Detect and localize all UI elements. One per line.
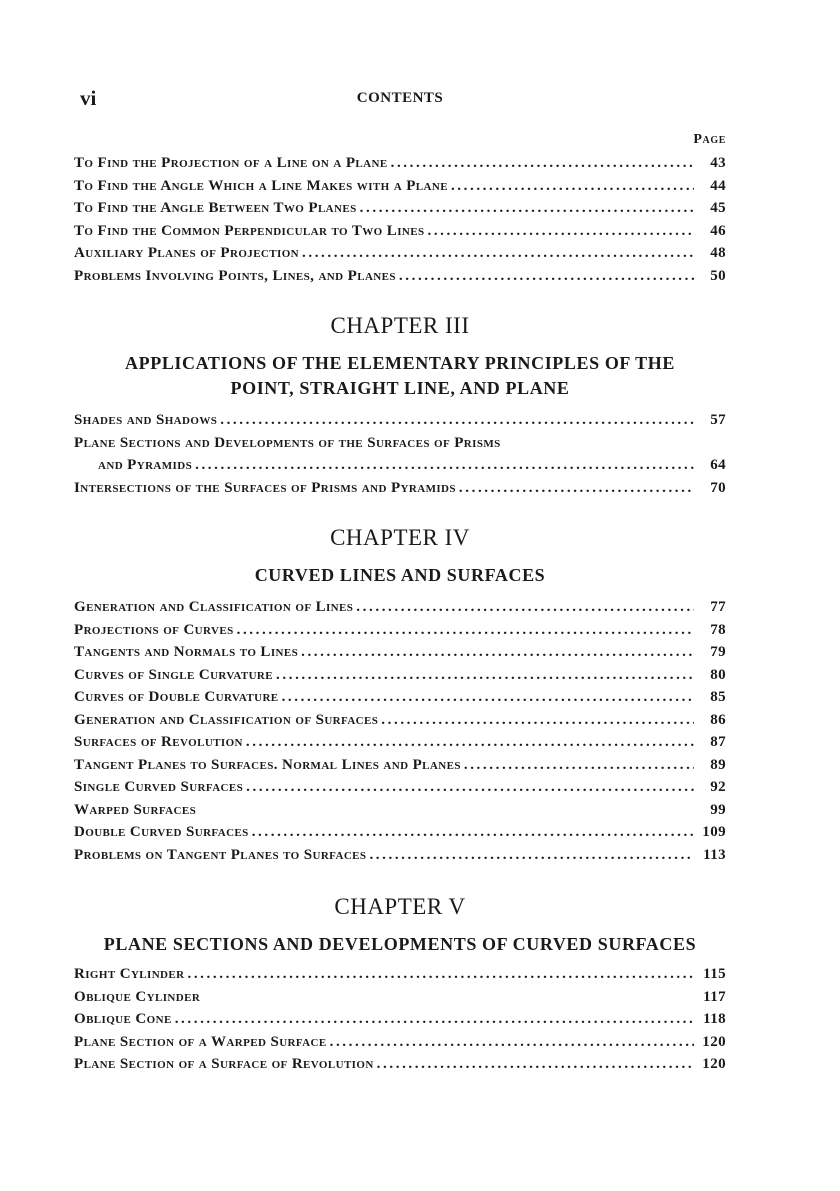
leader-dots	[175, 1008, 694, 1031]
toc-entry-page: 57	[710, 412, 726, 428]
toc-entry-page: 113	[703, 846, 726, 863]
toc-entry-page: 99	[710, 801, 726, 818]
toc-entry-page: 109	[702, 824, 726, 840]
toc-entry-title: Projections of Curves	[74, 621, 234, 638]
toc-entry-title: Curves of Single Curvature	[74, 666, 274, 683]
toc-entry-continuation[interactable]	[74, 454, 726, 477]
toc-entry-title: Curves of Double Curvature	[74, 689, 279, 705]
toc-entry-title: Shades and Shadows	[74, 412, 218, 428]
toc-entry-page: 85	[710, 689, 726, 705]
toc-entry-title: Plane Sections and Developments of the Surfaces of Prisms	[74, 434, 501, 451]
toc-entry[interactable]	[74, 664, 726, 687]
toc-entry[interactable]	[74, 686, 726, 709]
toc-entry-page: 87	[710, 734, 726, 750]
leader-dots	[391, 152, 694, 175]
toc-entry-page: 115	[703, 966, 726, 982]
toc-entry-title: Problems Involving Points, Lines, and Planes	[74, 267, 396, 284]
toc-entry-title: To Find the Projection of a Line on a Plane	[74, 155, 388, 171]
toc-entry-page: 80	[710, 666, 726, 683]
toc-entry-page: 70	[710, 479, 726, 496]
toc-entry[interactable]	[74, 1053, 726, 1076]
leader-dots	[220, 409, 694, 432]
toc-entry-title: Surfaces of Revolution	[74, 734, 243, 750]
toc-entry[interactable]	[74, 641, 726, 664]
chapter-3-title-line-1: APPLICATIONS OF THE ELEMENTARY PRINCIPLES OF THE	[125, 353, 675, 373]
leader-dots	[302, 242, 694, 265]
toc-entry-page: 48	[710, 245, 726, 261]
toc-entry-title: and Pyramids	[98, 457, 193, 473]
leader-dots	[195, 454, 694, 477]
toc-entry[interactable]	[74, 220, 726, 243]
toc-entry-page: 50	[710, 267, 726, 284]
toc-entry-page: 64	[710, 457, 726, 473]
leader-dots	[381, 709, 694, 732]
leader-dots	[301, 641, 694, 664]
leader-dots	[399, 265, 694, 288]
leader-dots	[282, 686, 694, 709]
leader-dots	[246, 776, 694, 799]
toc-entry-title: Plane Section of a Surface of Revolution	[74, 1056, 374, 1072]
toc-entry-title: Intersections of the Surfaces of Prisms and Pyramids	[74, 479, 456, 496]
toc-entry[interactable]	[74, 1031, 726, 1054]
toc-entry[interactable]	[74, 844, 726, 867]
page-column-label: Page	[693, 132, 726, 147]
toc-entry-page: 120	[702, 1033, 726, 1050]
toc-entry[interactable]	[74, 821, 726, 844]
toc-entry-title: Auxiliary Planes of Projection	[74, 245, 299, 261]
toc-chapter-3	[74, 409, 726, 499]
toc-entry[interactable]	[74, 754, 726, 777]
leader-dots	[252, 821, 694, 844]
toc-entry-page: 44	[710, 177, 726, 194]
leader-dots	[237, 619, 694, 642]
toc-entry-page: 45	[710, 200, 726, 216]
page-folio: vi	[80, 86, 97, 110]
leader-dots	[187, 963, 694, 986]
leader-dots	[377, 1053, 694, 1076]
toc-entry-title: Double Curved Surfaces	[74, 824, 249, 840]
toc-entry[interactable]	[74, 776, 726, 799]
toc-entry[interactable]	[74, 963, 726, 986]
chapter-5-title: PLANE SECTIONS AND DEVELOPMENTS OF CURVED SURFACES	[103, 934, 697, 954]
toc-entry[interactable]	[74, 409, 726, 432]
toc-entry-page: 77	[710, 599, 726, 615]
toc-entry-page: 118	[703, 1011, 726, 1027]
toc-entry-page: 117	[703, 988, 726, 1005]
chapter-5-heading: CHAPTER V	[334, 894, 466, 919]
toc-entry-page: 46	[710, 222, 726, 239]
toc-group-1	[74, 152, 726, 287]
toc-entry[interactable]	[74, 265, 726, 288]
leader-dots	[356, 596, 694, 619]
toc-entry[interactable]	[74, 432, 726, 455]
toc-entry-title: Tangent Planes to Surfaces. Normal Lines and Planes	[74, 756, 461, 773]
toc-entry-title: To Find the Angle Between Two Planes	[74, 200, 357, 216]
toc-entry-title: Plane Section of a Warped Surface	[74, 1033, 327, 1050]
toc-entry-page: 89	[710, 756, 726, 773]
toc-entry-title: Oblique Cone	[74, 1011, 172, 1027]
leader-dots	[246, 731, 694, 754]
toc-entry-page: 86	[710, 711, 726, 728]
toc-chapter-5	[74, 963, 726, 1076]
chapter-3-heading: CHAPTER III	[330, 313, 470, 338]
toc-entry[interactable]	[74, 242, 726, 265]
toc-entry-title: To Find the Common Perpendicular to Two Lines	[74, 222, 425, 239]
toc-entry-page: 43	[710, 155, 726, 171]
leader-dots	[459, 477, 694, 500]
toc-entry-page: 120	[702, 1056, 726, 1072]
leader-dots	[427, 220, 694, 243]
toc-chapter-4	[74, 596, 726, 866]
leader-dots	[369, 844, 694, 867]
toc-entry-page: 92	[710, 779, 726, 795]
toc-entry-title: To Find the Angle Which a Line Makes with a Plane	[74, 177, 448, 194]
contents-page	[74, 86, 726, 1076]
toc-entry[interactable]	[74, 596, 726, 619]
toc-entry-page: 79	[710, 644, 726, 660]
running-head	[74, 86, 726, 114]
toc-entry[interactable]	[74, 152, 726, 175]
leader-dots	[451, 175, 694, 198]
toc-entry-page: 78	[710, 621, 726, 638]
leader-dots	[330, 1031, 694, 1054]
toc-entry[interactable]	[74, 731, 726, 754]
toc-entry[interactable]	[74, 477, 726, 500]
toc-entry[interactable]	[74, 986, 726, 1009]
toc-entry-title: Warped Surfaces	[74, 801, 197, 818]
running-title: CONTENTS	[356, 90, 444, 106]
toc-entry[interactable]	[74, 175, 726, 198]
leader-dots	[464, 754, 694, 777]
chapter-3-title-line-2: POINT, STRAIGHT LINE, AND PLANE	[230, 378, 570, 398]
leader-dots	[360, 197, 694, 220]
toc-entry[interactable]	[74, 1008, 726, 1031]
leader-dots	[276, 664, 694, 687]
toc-entry-title: Tangents and Normals to Lines	[74, 644, 299, 660]
toc-entry[interactable]	[74, 619, 726, 642]
toc-entry-title: Generation and Classification of Lines	[74, 599, 354, 615]
toc-entry-title: Single Curved Surfaces	[74, 779, 244, 795]
toc-entry[interactable]	[74, 799, 726, 822]
toc-entry-title: Generation and Classification of Surfaces	[74, 711, 379, 728]
chapter-4-title: CURVED LINES AND SURFACES	[254, 565, 546, 585]
toc-entry-title: Oblique Cylinder	[74, 988, 201, 1005]
toc-entry[interactable]	[74, 709, 726, 732]
toc-entry-title: Right Cylinder	[74, 966, 185, 982]
chapter-4-heading: CHAPTER IV	[330, 525, 470, 550]
toc-entry-title: Problems on Tangent Planes to Surfaces	[74, 846, 367, 863]
toc-entry[interactable]	[74, 197, 726, 220]
